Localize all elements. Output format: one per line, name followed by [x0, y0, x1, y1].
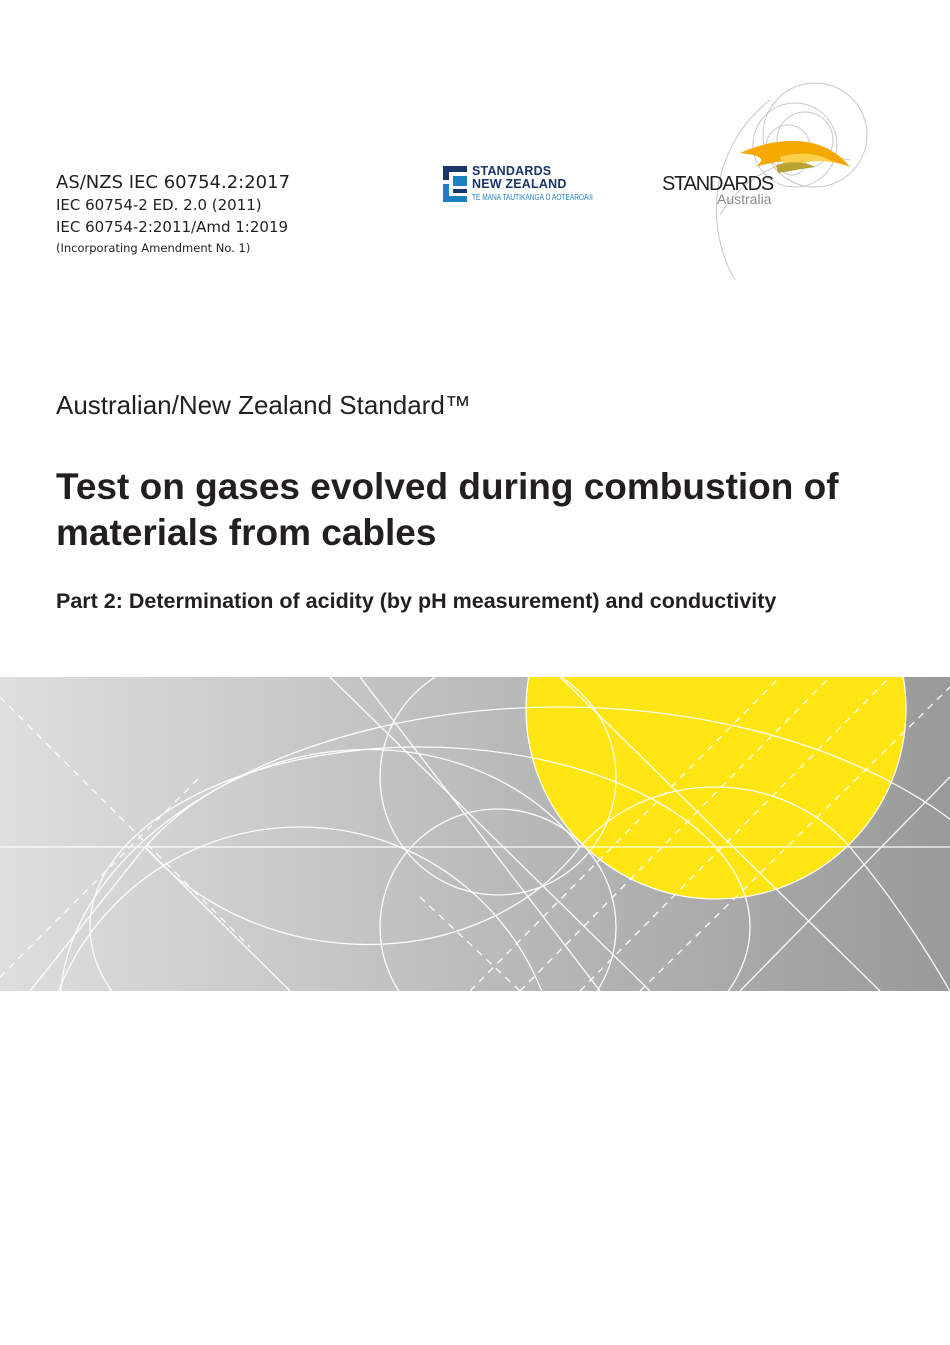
- standard-type: Australian/New Zealand Standard™: [56, 390, 471, 420]
- standards-nz-line1: STANDARDS: [472, 164, 552, 178]
- standards-australia-line1: STANDARDS: [662, 173, 774, 195]
- amendment-note: (Incorporating Amendment No. 1): [56, 241, 251, 255]
- standards-nz-mark-icon: [443, 166, 467, 202]
- document-title: Test on gases evolved during combustion of materials from cables: [56, 466, 839, 553]
- standards-nz-logo: [443, 164, 613, 208]
- iec-amendment: IEC 60754-2:2011/Amd 1:2019: [56, 218, 289, 236]
- standard-identifiers: [56, 172, 290, 257]
- standards-nz-tagline: TE MANA TAUTIKANGA O AOTEAROA®: [472, 193, 594, 202]
- standards-australia-line2: Australia: [717, 191, 772, 207]
- standards-australia-logo: [660, 75, 880, 285]
- primary-designation: AS/NZS IEC 60754.2:2017: [56, 172, 291, 193]
- standards-nz-line2: NEW ZEALAND: [472, 177, 567, 191]
- document-subtitle: Part 2: Determination of acidity (by pH measurement) and conductivity: [56, 589, 777, 613]
- iec-edition: IEC 60754-2 ED. 2.0 (2011): [56, 196, 262, 214]
- decorative-geometric-band: [0, 677, 950, 991]
